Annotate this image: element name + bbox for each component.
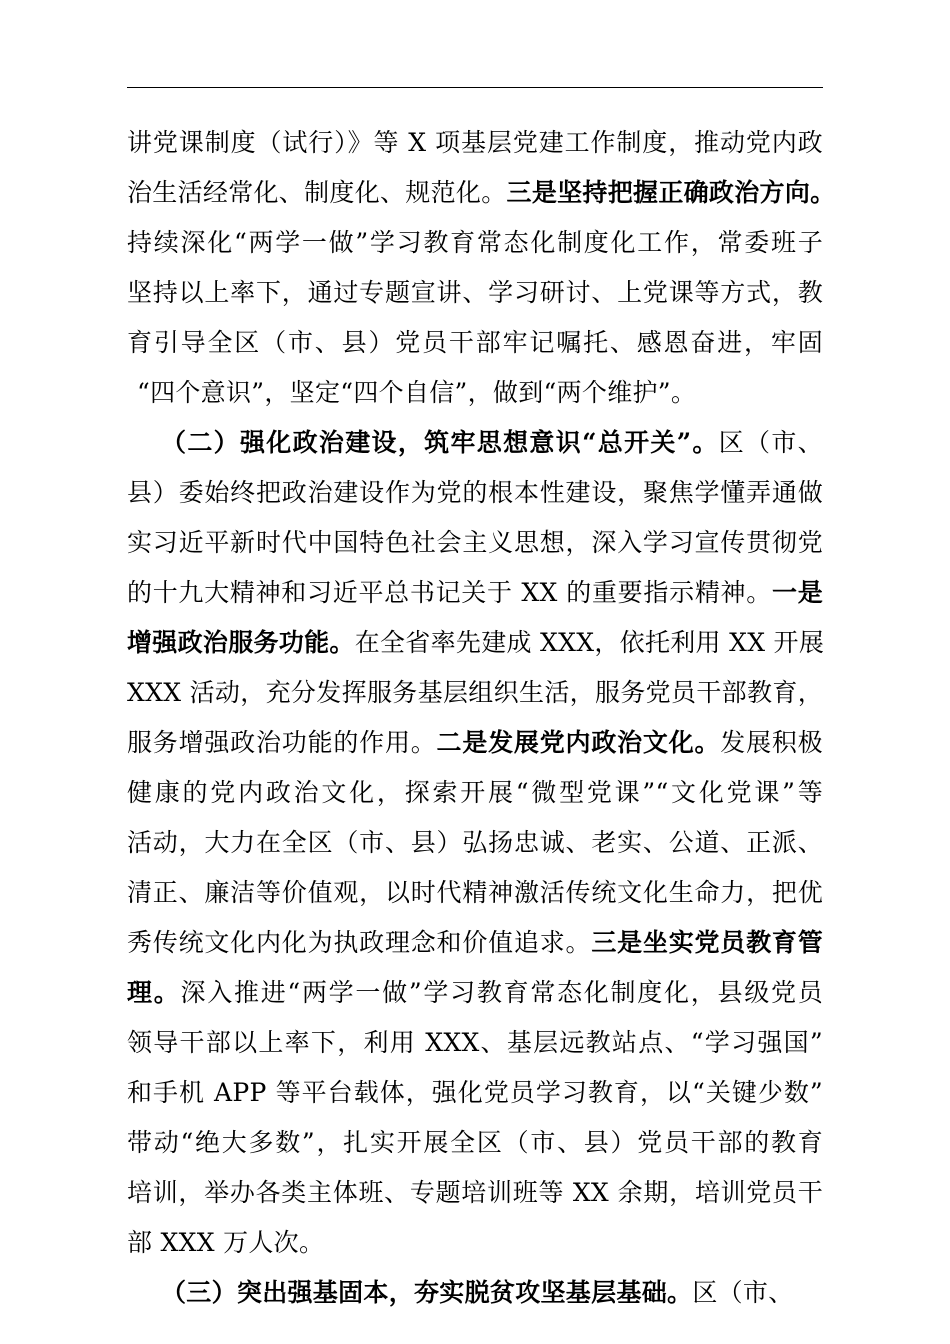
text-line: [127, 368, 823, 418]
text-line: [127, 418, 823, 468]
text-segment: 清正、廉洁等价值观，以时代精神激活传统文化生命力，把优: [127, 878, 823, 907]
bold-text-segment: 一是: [771, 578, 824, 607]
text-segment: 在全省率先建成 XXX，依托利用 XX 开展: [354, 628, 825, 657]
text-segment: 区（市、: [692, 1278, 794, 1307]
text-segment: 培训，举办各类主体班、专题培训班等 XX 余期，培训党员干: [127, 1178, 823, 1207]
text-segment: 坚持以上率下，通过专题宣讲、学习研讨、上党课等方式，教: [127, 278, 823, 307]
text-segment: 深入推进“两学一做”学习教育常态化制度化，县级党员: [180, 978, 823, 1007]
text-line: [127, 218, 823, 268]
text-segment: 实习近平新时代中国特色社会主义思想，深入学习宣传贯彻党: [127, 528, 823, 557]
text-line: [127, 818, 823, 868]
text-segment: 秀传统文化内化为执政理念和价值追求。: [127, 928, 592, 957]
text-line: [127, 618, 823, 668]
text-line: [127, 468, 823, 518]
text-line: [127, 318, 823, 368]
text-line: [127, 268, 823, 318]
text-line: [127, 668, 823, 718]
text-line: [127, 968, 823, 1018]
bold-text-segment: （三）突出强基固本，夯实脱贫攻坚基层基础。: [161, 1278, 693, 1307]
text-segment: 县）委始终把政治建设作为党的根本性建设，聚焦学懂弄通做: [127, 478, 823, 507]
header-rule: [127, 87, 823, 88]
bold-text-segment: 三是坐实党员教育管: [591, 928, 823, 957]
text-segment: 的十九大精神和习近平总书记关于 XX 的重要指示精神。: [127, 578, 772, 607]
text-line: [127, 1268, 823, 1318]
text-line: [127, 1218, 823, 1268]
document-body: [127, 118, 836, 1318]
text-line: [127, 118, 823, 168]
text-segment: “四个意识”，坚定“四个自信”，做到“两个维护”。: [137, 378, 697, 407]
text-line: [127, 718, 823, 768]
text-line: [127, 1018, 823, 1068]
text-segment: 区（市、: [718, 428, 823, 457]
bold-text-segment: 增强政治服务功能。: [127, 628, 355, 657]
bold-text-segment: 理。: [127, 978, 181, 1007]
text-line: [127, 868, 823, 918]
text-segment: 服务增强政治功能的作用。: [127, 728, 437, 757]
text-line: [127, 568, 823, 618]
text-segment: 持续深化“两学一做”学习教育常态化制度化工作，常委班子: [127, 228, 823, 257]
text-line: [127, 1118, 823, 1168]
text-line: [127, 768, 823, 818]
bold-text-segment: 三是坚持把握正确政治方向。: [506, 178, 836, 207]
text-line: [127, 1068, 823, 1118]
text-line: [127, 918, 823, 968]
text-segment: 健康的党内政治文化，探索开展“微型党课”“文化党课”等: [127, 778, 823, 807]
text-line: [127, 168, 836, 218]
text-segment: XXX 活动，充分发挥服务基层组织生活，服务党员干部教育，: [127, 678, 823, 707]
text-segment: 和手机 APP 等平台载体，强化党员学习教育，以“关键少数”: [127, 1078, 823, 1107]
text-segment: 带动“绝大多数”，扎实开展全区（市、县）党员干部的教育: [127, 1128, 823, 1157]
text-segment: 发展积极: [720, 728, 823, 757]
bold-text-segment: （二）强化政治建设，筑牢思想意识“总开关”。: [161, 428, 719, 457]
text-segment: 活动，大力在全区（市、县）弘扬忠诚、老实、公道、正派、: [127, 828, 823, 857]
text-segment: 育引导全区（市、县）党员干部牢记嘱托、感恩奋进，牢固: [127, 328, 823, 357]
text-segment: 部 XXX 万人次。: [127, 1228, 325, 1257]
text-segment: 讲党课制度（试行）》等 X 项基层党建工作制度，推动党内政: [127, 128, 823, 157]
text-segment: 领导干部以上率下，利用 XXX、基层远教站点、“学习强国”: [127, 1028, 823, 1057]
text-line: [127, 518, 823, 568]
bold-text-segment: 二是发展党内政治文化。: [436, 728, 721, 757]
text-segment: 治生活经常化、制度化、规范化。: [127, 178, 507, 207]
text-line: [127, 1168, 823, 1218]
